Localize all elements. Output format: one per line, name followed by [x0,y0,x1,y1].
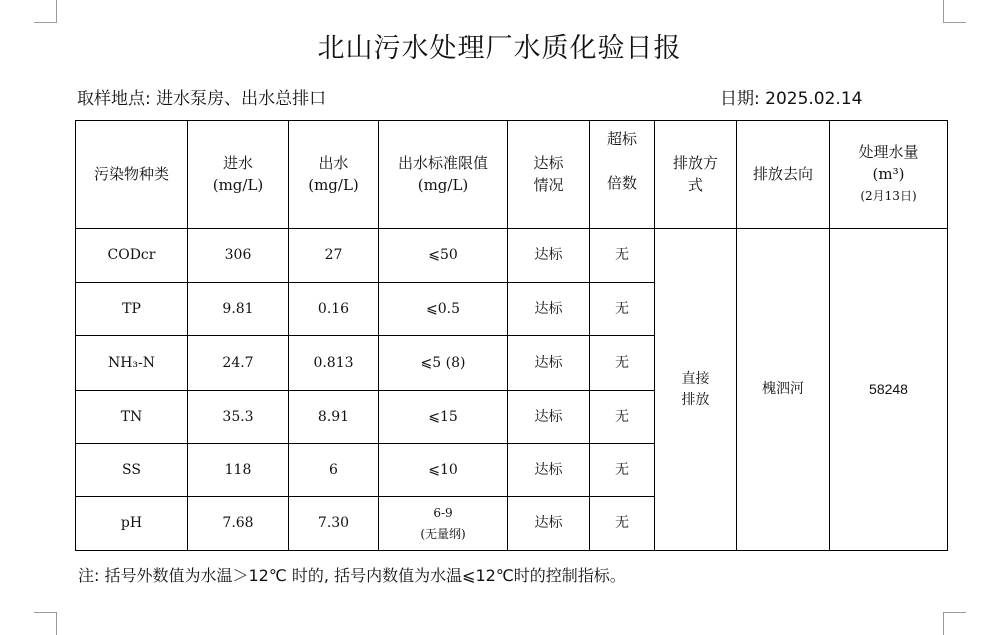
limit-value: ⩽50 [379,229,508,283]
limit-value: ⩽0.5 [379,283,508,336]
report-title: 北山污水处理厂水质化验日报 [317,33,682,64]
header-inflow: 进水 (mg/L) [188,121,289,229]
outflow-value: 0.16 [289,283,379,336]
treated-volume: 58248 [830,229,948,551]
pollutant-name: CODcr [76,229,188,283]
inflow-value: 306 [188,229,289,283]
header-compliance: 达标 情况 [508,121,590,229]
limit-value: ⩽15 [379,391,508,444]
header-exceed-multiple: 超标 倍数 [590,121,655,229]
inflow-value: 118 [188,444,289,497]
discharge-destination: 槐泗河 [737,229,830,551]
compliance-status: 达标 [508,391,590,444]
compliance-status: 达标 [508,497,590,551]
exceed-multiple: 无 [590,229,655,283]
outflow-value: 27 [289,229,379,283]
outflow-value: 6 [289,444,379,497]
limit-value: ⩽5 (8) [379,336,508,391]
header-pollutant: 污染物种类 [76,121,188,229]
exceed-multiple: 无 [590,391,655,444]
footnote: 注: 括号外数值为水温＞12℃ 时的, 括号内数值为水温⩽12℃时的控制指标。 [78,566,626,585]
crop-mark-top-left [34,0,57,23]
exceed-multiple: 无 [590,283,655,336]
outflow-value: 0.813 [289,336,379,391]
inflow-value: 9.81 [188,283,289,336]
header-discharge-destination: 排放去向 [737,121,830,229]
crop-mark-bottom-right [943,612,966,635]
outflow-value: 7.30 [289,497,379,551]
crop-mark-top-right [943,0,966,23]
limit-note: (无量纲) [420,526,466,541]
pollutant-name: SS [76,444,188,497]
inflow-value: 24.7 [188,336,289,391]
pollutant-name: TP [76,283,188,336]
compliance-status: 达标 [508,444,590,497]
limit-value: ⩽10 [379,444,508,497]
report-date: 日期: 2025.02.14 [720,89,863,109]
compliance-status: 达标 [508,283,590,336]
crop-mark-bottom-left [34,612,57,635]
table-row [76,229,948,283]
header-limit: 出水标准限值 (mg/L) [379,121,508,229]
sampling-site: 取样地点: 进水泵房、出水总排口 [77,89,327,109]
inflow-value: 7.68 [188,497,289,551]
exceed-multiple: 无 [590,497,655,551]
header-outflow: 出水 (mg/L) [289,121,379,229]
outflow-value: 8.91 [289,391,379,444]
header-discharge-method: 排放方 式 [655,121,737,229]
water-quality-table [75,120,948,551]
compliance-status: 达标 [508,336,590,391]
header-treated-volume: 处理水量 (m³) (2月13日) [830,121,948,229]
pollutant-name: TN [76,391,188,444]
exceed-multiple: 无 [590,336,655,391]
compliance-status: 达标 [508,229,590,283]
table-header-row [76,121,948,229]
exceed-multiple: 无 [590,444,655,497]
pollutant-name: pH [76,497,188,551]
limit-value: 6-9 (无量纲) [379,497,508,551]
pollutant-name: NH₃-N [76,336,188,391]
inflow-value: 35.3 [188,391,289,444]
discharge-method: 直接 排放 [655,229,737,551]
